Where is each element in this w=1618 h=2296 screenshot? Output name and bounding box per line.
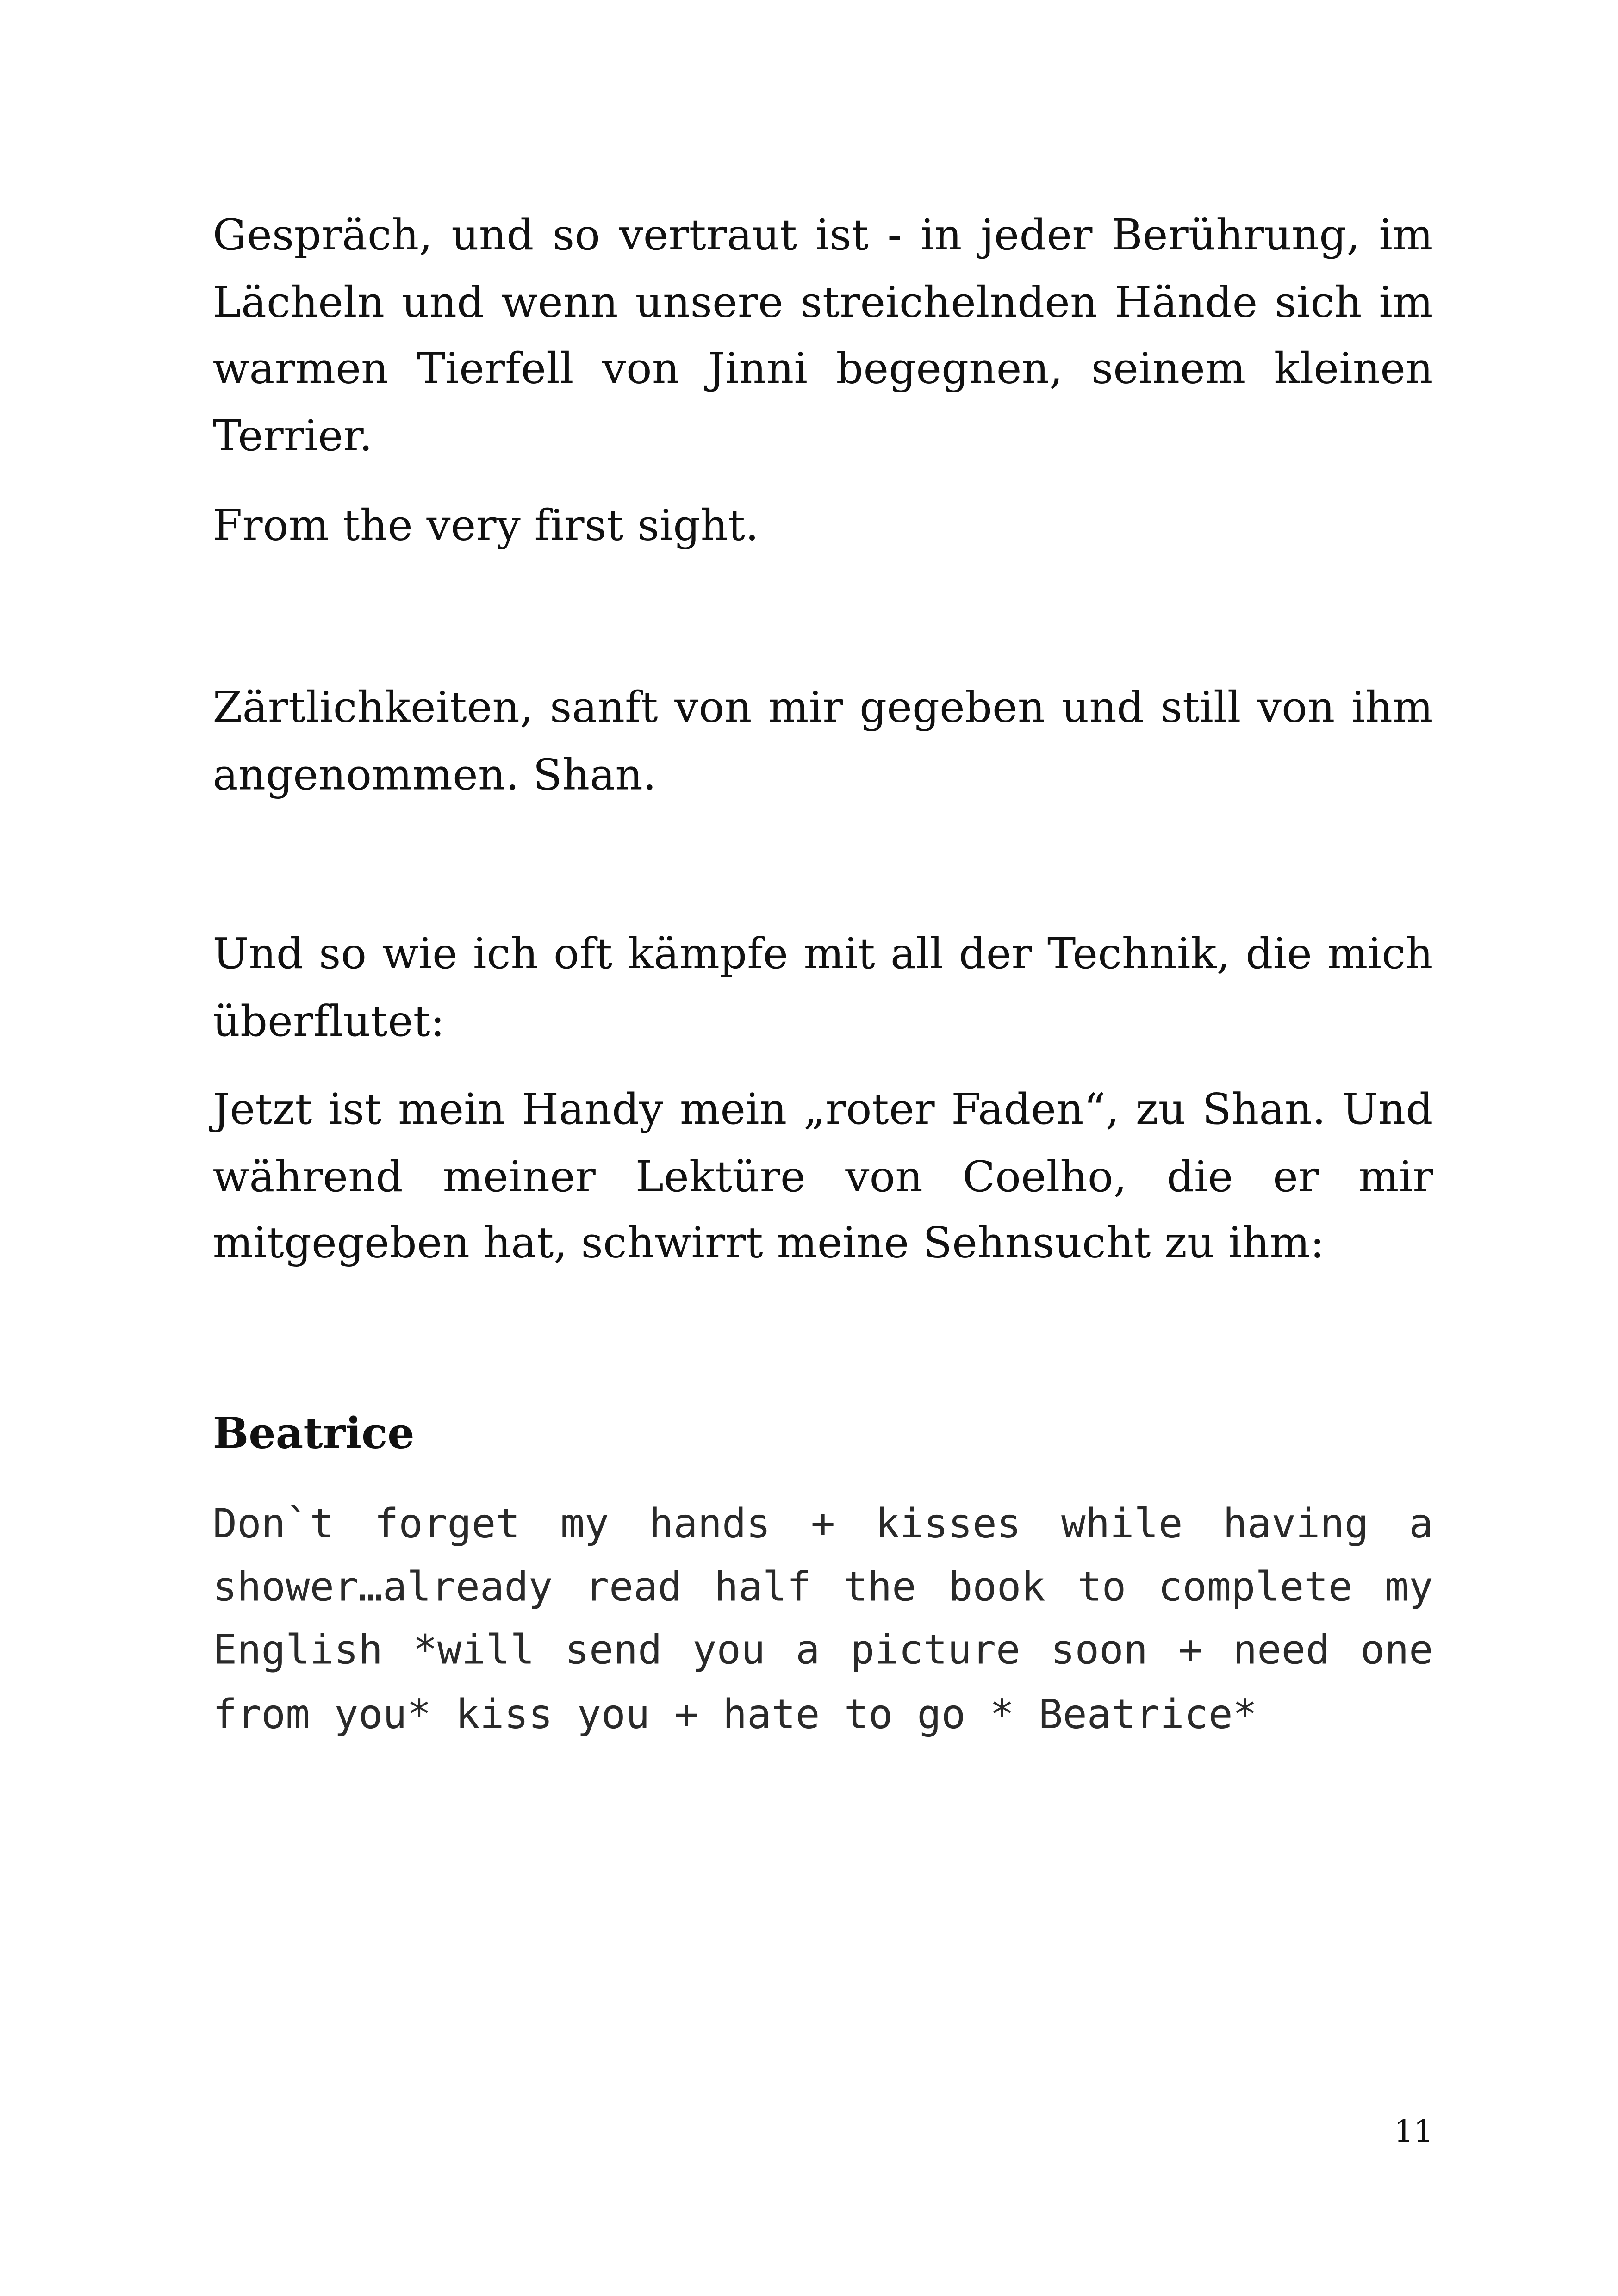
paragraph-technik: Und so wie ich oft kämpfe mit all der Technik, die mich überflutet:: [212, 928, 1433, 1045]
message-sender: Beatrice: [212, 1408, 415, 1458]
paragraph-first-sight: From the very first sight.: [212, 500, 759, 550]
paragraph-handy: Jetzt ist mein Handy mein „roter Faden“, zu Shan. Und während meiner Lektüre von Coelho, die er mir mitgegeben hat, schwirrt meine Sehnsucht zu ihm:: [212, 1084, 1433, 1268]
page-number: 11: [1394, 2114, 1433, 2149]
paragraph-zaertlichkeiten: Zärtlichkeiten, sanft von mir gegeben und still von ihm angenommen. Shan.: [212, 682, 1433, 799]
paragraph-gespraech: Gespräch, und so vertraut ist - in jeder Berührung, im Lächeln und wenn unsere streichelnden Hände sich im warmen Tierfell von Jinni begegnen, seinem kleinen Terrier.: [212, 210, 1433, 460]
text-message: Don`t forget my hands + kisses while having a shower…already read half the book to complete my English *will send you a picture soon + need one from you* kiss you + hate to go * Beatrice*: [212, 1500, 1433, 1738]
